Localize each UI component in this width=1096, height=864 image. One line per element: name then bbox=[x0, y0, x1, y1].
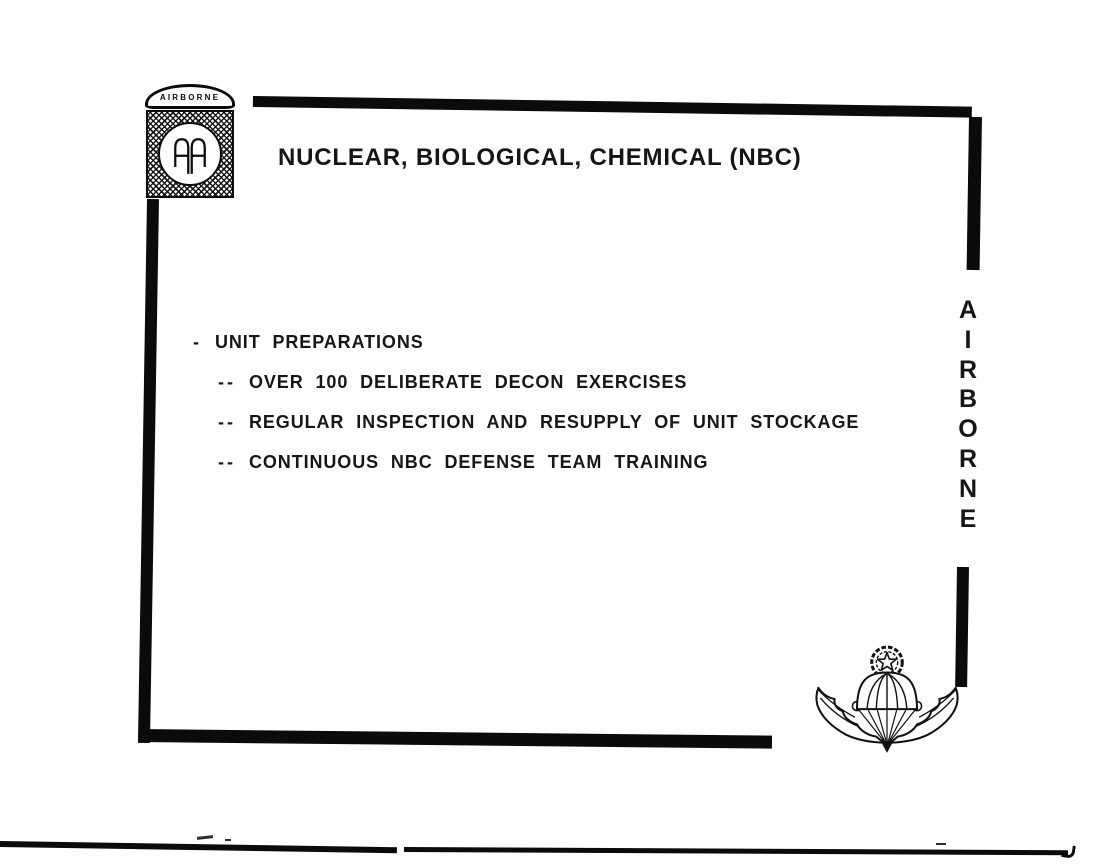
bullet-item bbox=[218, 402, 859, 442]
bullet-item bbox=[218, 442, 859, 482]
bullet-item bbox=[218, 362, 859, 402]
vertical-letter: E bbox=[959, 504, 977, 533]
vertical-letter: O bbox=[958, 415, 978, 444]
vertical-letter: I bbox=[964, 325, 972, 354]
page-title: NUCLEAR, BIOLOGICAL, CHEMICAL (NBC) bbox=[278, 144, 802, 171]
vertical-letter: R bbox=[958, 444, 978, 473]
page-edge-line-left bbox=[0, 841, 397, 853]
page-edge-line-right bbox=[404, 847, 1068, 855]
vertical-letter: R bbox=[958, 355, 978, 384]
airborne-tab-label: AIRBORNE bbox=[159, 93, 221, 102]
vertical-letter: B bbox=[958, 385, 978, 414]
page-edge-line-hook bbox=[1061, 844, 1076, 859]
frame-bottom-bar bbox=[139, 729, 772, 749]
scan-speck bbox=[936, 843, 946, 845]
bullet-item bbox=[193, 322, 859, 362]
bullet-text: CONTINUOUS NBC DEFENSE TEAM TRAINING bbox=[249, 452, 709, 472]
frame-right-upper-bar bbox=[967, 117, 982, 270]
scan-speck bbox=[197, 835, 213, 840]
vertical-airborne-text bbox=[948, 296, 988, 534]
bullet-marker: -- bbox=[218, 452, 236, 472]
bullet-text: REGULAR INSPECTION AND RESUPPLY OF UNIT STOCKAGE bbox=[249, 412, 860, 432]
bullet-marker: -- bbox=[218, 372, 236, 392]
frame-top-bar bbox=[253, 96, 972, 118]
bullet-text: OVER 100 DELIBERATE DECON EXERCISES bbox=[249, 372, 688, 392]
master-parachutist-badge-icon bbox=[808, 642, 966, 762]
bullet-text: UNIT PREPARATIONS bbox=[215, 332, 424, 352]
vertical-letter: A bbox=[958, 296, 978, 324]
aa-monogram-icon bbox=[164, 128, 216, 180]
bullet-marker: - bbox=[193, 332, 202, 352]
vertical-letter: N bbox=[958, 474, 978, 503]
jump-wings-icon bbox=[808, 642, 966, 762]
patch-crosshatch-body bbox=[146, 110, 234, 198]
bullet-list bbox=[193, 322, 859, 482]
airborne-division-patch-icon bbox=[144, 84, 236, 198]
bullet-marker: -- bbox=[218, 412, 236, 432]
scan-speck bbox=[225, 839, 231, 841]
frame-left-bar bbox=[138, 199, 159, 743]
airborne-tab bbox=[145, 84, 235, 109]
patch-aa-monogram-icon bbox=[158, 122, 222, 186]
